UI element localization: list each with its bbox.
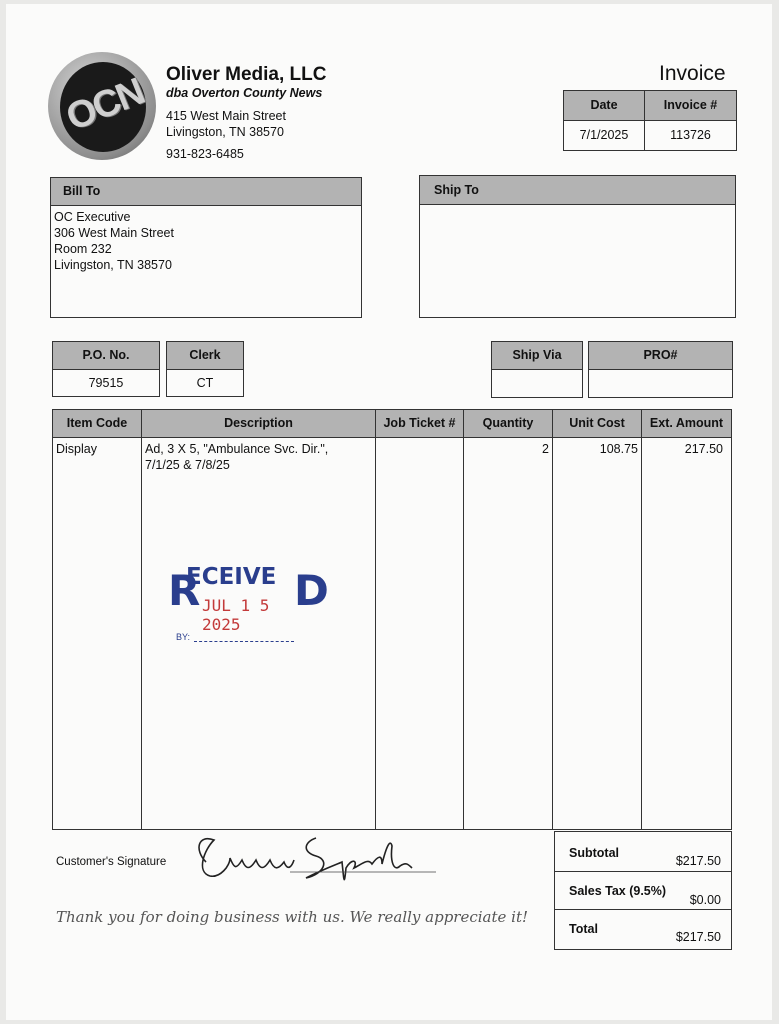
ship-via-value xyxy=(491,369,583,398)
subtotal-label: Subtotal xyxy=(569,846,619,860)
clerk-header: Clerk xyxy=(166,341,244,370)
pro-header: PRO# xyxy=(588,341,733,370)
customer-signature xyxy=(186,828,436,890)
po-header: P.O. No. xyxy=(52,341,160,370)
thank-you-message: Thank you for doing business with us. We really appreciate it! xyxy=(56,908,529,926)
item-description-line2: 7/1/25 & 7/8/25 xyxy=(145,458,230,472)
stamp-date: JUL 1 5 2025 xyxy=(202,596,270,634)
company-address-line1: 415 West Main Street xyxy=(166,109,286,123)
subtotal-row xyxy=(554,831,732,872)
company-dba: dba Overton County News xyxy=(166,86,323,100)
bill-to-header: Bill To xyxy=(50,177,362,206)
item-description-line1: Ad, 3 X 5, "Ambulance Svc. Dir.", xyxy=(145,442,329,456)
ship-to-header: Ship To xyxy=(419,175,736,205)
clerk-value: CT xyxy=(166,369,244,397)
column-divider xyxy=(463,409,464,829)
col-header-quantity: Quantity xyxy=(463,409,553,438)
pro-value xyxy=(588,369,733,398)
item-unit-cost: 108.75 xyxy=(599,442,638,456)
invoice-date: 7/1/2025 xyxy=(563,120,645,151)
sales-tax-row xyxy=(554,871,732,910)
col-header-item-code: Item Code xyxy=(52,409,142,438)
total-label: Total xyxy=(569,922,598,936)
company-address-line2: Livingston, TN 38570 xyxy=(166,125,284,139)
column-divider xyxy=(552,409,553,829)
bill-to-line: Livingston, TN 38570 xyxy=(54,258,172,272)
bill-to-line: 306 West Main Street xyxy=(54,226,174,240)
po-number: 79515 xyxy=(52,369,160,397)
col-header-description: Description xyxy=(141,409,376,438)
subtotal-value: $217.50 xyxy=(675,854,721,868)
total-value: $217.50 xyxy=(675,930,721,944)
column-divider xyxy=(141,409,142,829)
ship-to-box xyxy=(419,204,736,318)
document-title: Invoice xyxy=(659,62,726,85)
col-header-unit-cost: Unit Cost xyxy=(552,409,642,438)
bill-to-line: OC Executive xyxy=(54,210,131,224)
sales-tax-value: $0.00 xyxy=(689,893,721,907)
invoice-number-header: Invoice # xyxy=(644,90,737,121)
received-stamp: R ECEIVE D JUL 1 5 2025 BY: xyxy=(168,564,329,642)
item-ext-amount: 217.50 xyxy=(684,442,723,456)
total-row xyxy=(554,909,732,950)
ship-via-header: Ship Via xyxy=(491,341,583,370)
column-divider xyxy=(641,409,642,829)
bill-to-box xyxy=(50,205,362,318)
sales-tax-label: Sales Tax (9.5%) xyxy=(569,884,667,898)
item-code: Display xyxy=(56,442,97,456)
company-phone: 931-823-6485 xyxy=(166,147,244,161)
company-name: Oliver Media, LLC xyxy=(166,64,327,85)
date-header: Date xyxy=(563,90,645,121)
item-quantity: 2 xyxy=(542,442,549,456)
col-header-job-ticket: Job Ticket # xyxy=(375,409,464,438)
signature-label: Customer's Signature xyxy=(56,856,167,868)
column-divider xyxy=(375,409,376,829)
col-header-ext-amount: Ext. Amount xyxy=(641,409,732,438)
invoice-number: 113726 xyxy=(644,120,737,151)
bill-to-line: Room 232 xyxy=(54,242,112,256)
